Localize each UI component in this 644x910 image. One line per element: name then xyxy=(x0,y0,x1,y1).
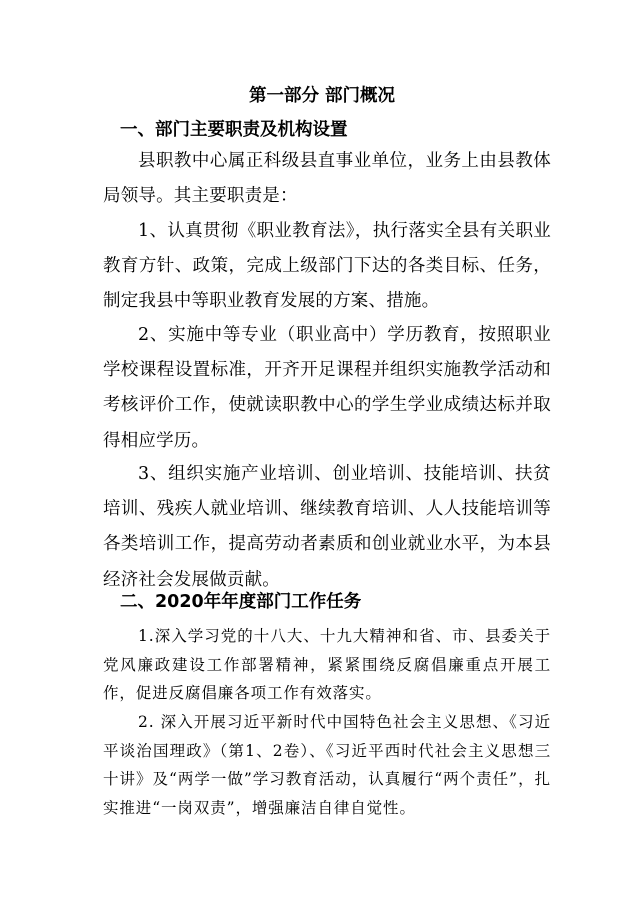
paragraph-task-2: 2. 深入开展习近平新时代中国特色社会主义思想、《习近平谈治国理政》（第1、2卷）、《习近平西时代社会主义思想三十讲》及“两学一做”学习教育活动，认真履行“两个责任”，扎实推进“一岗双责”，增强廉洁自律自觉性。 xyxy=(103,713,551,817)
paragraph-duty-2: 2、实施中等专业（职业高中）学历教育，按照职业学校课程设置标准，开齐开足课程并组织实施教学活动和考核评价工作，使就读职教中心的学生学业成绩达标并取得相应学历。 xyxy=(103,325,551,451)
paragraph-duty-1: 1、认真贯彻《职业教育法》，执行落实全县有关职业教育方针、政策，完成上级部门下达的各类目标、任务，制定我县中等职业教育发展的方案、措施。 xyxy=(103,221,551,312)
section-heading-duties: 一、部门主要职责及机构设置 xyxy=(120,120,348,140)
paragraph-duty-3: 3、组织实施产业培训、创业培训、技能培训、扶贫培训、残疾人就业培训、继续教育培训、人人技能培训等各类培训工作，提高劳动者素质和创业就业水平，为本县经济社会发展做贡献。 xyxy=(103,464,551,590)
paragraph-task-1: 1.深入学习党的十八大、十九大精神和省、市、县委关于党风廉政建设工作部署精神，紧紧围绕反腐倡廉重点开展工作，促进反腐倡廉各项工作有效落实。 xyxy=(103,627,551,702)
paragraph-intro: 县职教中心属正科级县直事业单位，业务上由县教体局领导。其主要职责是： xyxy=(103,151,551,207)
page-title: 第一部分 部门概况 xyxy=(248,86,396,106)
section-heading-tasks: 二、2020年年度部门工作任务 xyxy=(120,592,362,612)
